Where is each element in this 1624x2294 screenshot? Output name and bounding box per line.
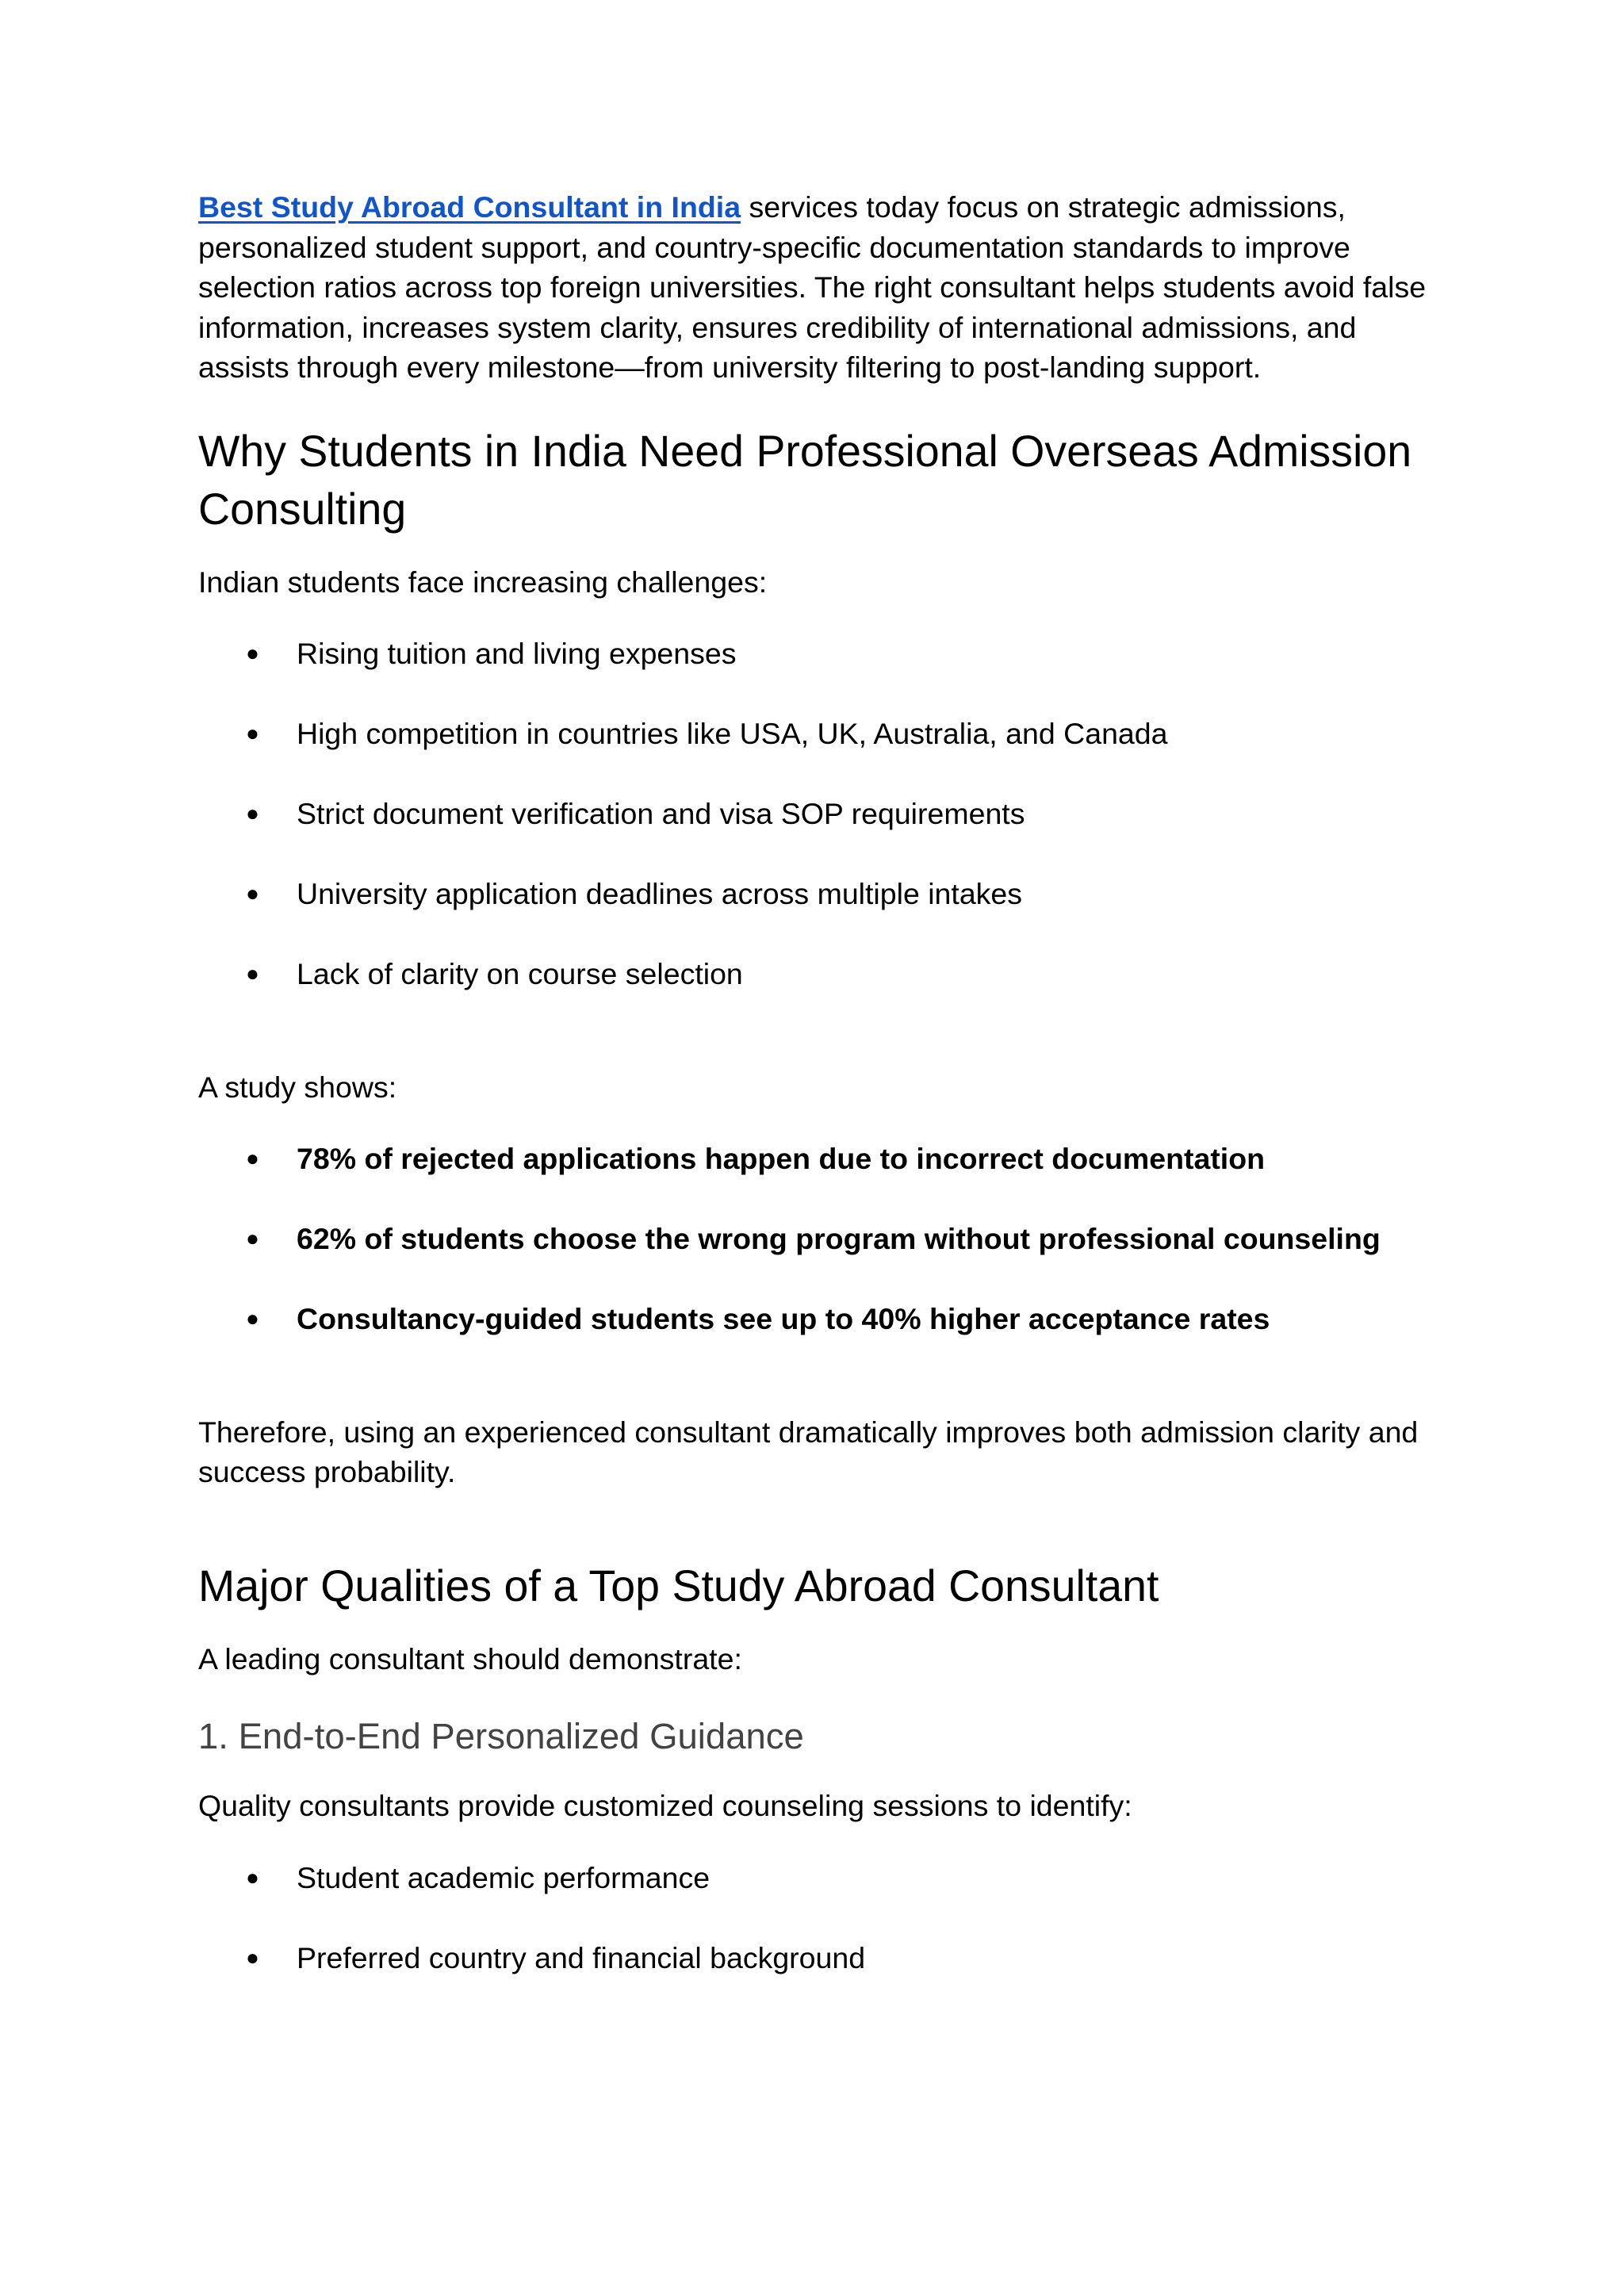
bullet-icon: ● xyxy=(246,1146,259,1170)
challenges-list xyxy=(198,634,1443,994)
bullet-icon: ● xyxy=(246,1864,259,1890)
bullet-icon: ● xyxy=(246,1944,259,1970)
bullet-icon: ● xyxy=(246,801,259,825)
document-page xyxy=(198,187,1443,1978)
list-item: ● 62% of students choose the wrong program without professional counseling xyxy=(198,1219,1443,1259)
section1-lead: Indian students face increasing challenges: xyxy=(198,565,768,599)
bullet-icon: ● xyxy=(246,961,259,986)
guidance-list xyxy=(198,1858,1443,1978)
bullet-icon: ● xyxy=(246,641,259,665)
section1-conclusion: Therefore, using an experienced consultant dramatically improves both admission clarity and success probability. xyxy=(198,1415,1419,1488)
list-item: ● University application deadlines across multiple intakes xyxy=(198,874,1443,914)
study-lead: A study shows: xyxy=(198,1070,397,1104)
bullet-icon: ● xyxy=(246,721,259,745)
stats-list xyxy=(198,1139,1443,1339)
bullet-icon: ● xyxy=(246,1306,259,1331)
list-item: ● Consultancy-guided students see up to 40% higher acceptance rates xyxy=(198,1299,1443,1339)
list-item: ● Strict document verification and visa SOP requirements xyxy=(198,794,1443,834)
section2-sub-lead: Quality consultants provide customized counseling sessions to identify: xyxy=(198,1789,1132,1822)
intro-link[interactable]: Best Study Abroad Consultant in India xyxy=(198,190,741,224)
section2-subheading: 1. End-to-End Personalized Guidance xyxy=(198,1716,804,1756)
list-item: ● Rising tuition and living expenses xyxy=(198,634,1443,674)
section1-heading: Why Students in India Need Professional Overseas Admission Consulting xyxy=(198,426,1412,534)
section2-heading: Major Qualities of a Top Study Abroad Consultant xyxy=(198,1561,1159,1610)
list-item: ● Student academic performance xyxy=(198,1858,1443,1898)
list-item: ● Lack of clarity on course selection xyxy=(198,954,1443,994)
list-item: ● High competition in countries like USA, UK, Australia, and Canada xyxy=(198,714,1443,754)
intro-text: services today focus on strategic admissions, personalized student support, and country-specific documentation standards to improve selection ratios across top foreign universities. The right consultant helps students avoid false information, increases system clarity, ensures credibility of international admissions, and assists through every milestone—from university filtering to post-landing support. xyxy=(198,190,1427,384)
section2-lead: A leading consultant should demonstrate: xyxy=(198,1641,742,1676)
list-item: ● 78% of rejected applications happen due to incorrect documentation xyxy=(198,1139,1443,1179)
bullet-icon: ● xyxy=(246,881,259,906)
list-item: ● Preferred country and financial background xyxy=(198,1938,1443,1978)
bullet-icon: ● xyxy=(246,1226,259,1250)
intro-paragraph xyxy=(198,187,1443,388)
